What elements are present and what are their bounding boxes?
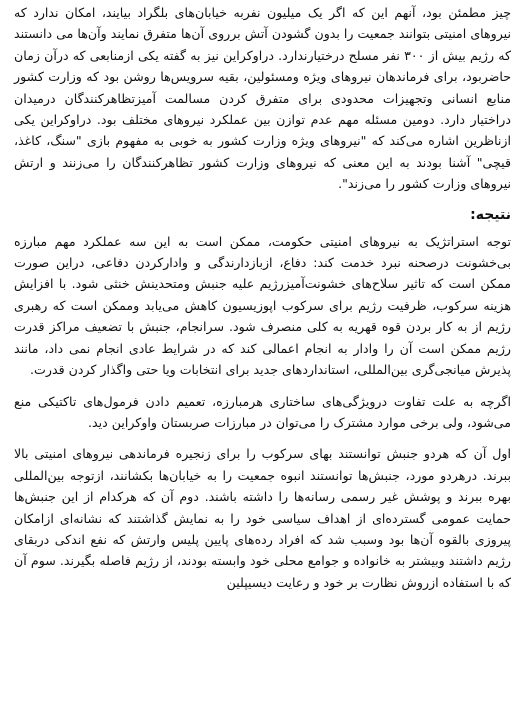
- paragraph-spacer: [14, 433, 511, 443]
- conclusion-paragraph-3: اول آن که هردو جنبش توانستند بهای سرکوب را برای زنجیره فرماندهی نیروهای امنیتی بالا ببرند. درهردو مورد، جنبش‌ها توانستند انبوه جمعیت را به خیابان‌ها بکشانند، ازتوجه بین‌المللی بهره ببرند و پوشش غیر رسمی رسانه‌ها را داشته باشند. دوم آن که هرکدام از این جنبش‌ها حمایت عمومی گسترده‌ای از اهداف سیاسی خود را به نمایش گذاشتند که نشانه‌ای ازامکان پیروزی بالقوه آن‌ها بود وسبب شد که افراد رده‌های پایین پلیس وارتش که نفع اندکی دربقای رژیم داشتند وبیشتر به خانواده و جوامع محلی خود وابسته بودند، از رژیم فاصله بگیرند. سوم آن که با استفاده ازروش نظارت بر خود و رعایت دیسیپلین: [14, 446, 511, 590]
- section-heading-conclusion: نتیجه:: [470, 206, 511, 223]
- conclusion-paragraph-2: اگرچه به علت تفاوت درویژگی‌های ساختاری هرمبارزه، تعمیم دادن فرمول‌های تاکتیکی منع می‌شود، ولی برخی موارد مشترک را می‌توان در مبارزات صربستان واوکراین دید.: [14, 393, 511, 430]
- conclusion-paragraph-1: توجه استراتژیک به نیروهای امنیتی حکومت، ممکن است به این سه عملکرد مهم مبارزه بی‌خشونت درصحنه نبرد خدمت کند: دفاع، ازبازدارندگی و وادارکردن دفاعی، دراین صورت ممکن است که تاثیر سلاح‌های خشونت‌آمیزرژیم علیه جنبش ومتحدینش خنثی شود. با افزایش هزینه سرکوب، ظرفیت رژیم برای سرکوب اپوزیسیون کاهش می‌یابد وممکن است که رهبری رژیم از به کار بردن قوه قهریه به کلی منصرف شود. سرانجام، جنبش با تضعیف مراکز قدرت رژیم ممکن است آن را وادار به انجام اعمالی کند که در شرایط عادی انجام نمی داد، مانند پذیرش میانجی‌گری بین‌المللی، استانداردهای جدید برای انتخابات ویا حتی واگذار کردن قدرت.: [14, 233, 511, 378]
- intro-paragraph: چیز مطمئن بود، آنهم این که اگر یک میلیون نفربه خیابان‌های بلگراد بیایند، امکان ندارد که نیروهای امنیتی بتوانند جمعیت را بدون گشودن آتش برروی آن‌ها متفرق نمایند وآن‌ها می دانستند که رژیم بیش از ۳۰۰ نفر مسلح درختیارندارد. دراوکراین نیز به گفته یکی ازمنابعی که درآن زمان حاضربود، برای فرماندهان نیروهای ویژه ومسئولین، بقیه سرویس‌ها روشن بود که وزارت کشور منابع انسانی وتجهیزات محدودی برای متفرق کردن مسالمت آمیزتظاهرکنندگان درمیدان دراختیار دارد. دومین مسئله مهم عدم توازن بین عملکرد نیروهای مختلف بود. دراوکراین یکی ازناظرین اشاره می‌کند که "نیروهای ویژه وزارت کشور به خوبی به مفهوم بازی "سنگ، کاغذ، قیچی" آشنا بودند به این معنی که نیروهای وزارت کشور تظاهرکنندگان را می‌زنند و ارتش نیروهای وزارت کشور را می‌زند".: [14, 5, 511, 192]
- paragraph-spacer: [14, 381, 511, 391]
